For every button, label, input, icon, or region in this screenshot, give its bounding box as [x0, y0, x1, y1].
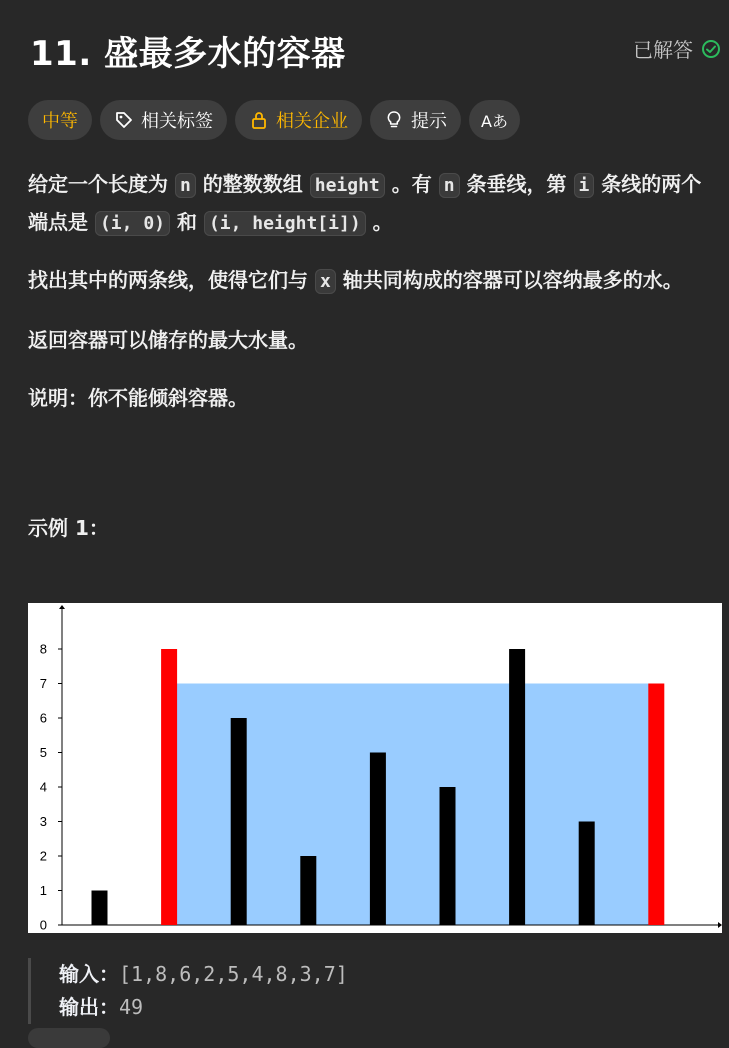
inline-code: n	[175, 173, 196, 198]
tag-bar	[28, 100, 520, 140]
output-value: 49	[119, 995, 144, 1019]
bottom-toolbar-pill[interactable]	[28, 1028, 110, 1048]
hint-label: 提示	[411, 111, 447, 132]
bar	[161, 649, 177, 925]
solved-label: 已解答	[633, 38, 693, 62]
inline-code: (i, 0)	[95, 211, 170, 236]
lock-icon	[249, 110, 269, 130]
difficulty-label: 中等	[42, 111, 78, 132]
output-line	[59, 991, 348, 1024]
y-tick-label: 0	[39, 917, 47, 933]
y-axis-arrow	[59, 605, 65, 609]
description-paragraph-1	[28, 166, 718, 242]
text: 的整数数组	[195, 172, 310, 196]
inline-code: n	[439, 173, 460, 198]
note	[28, 380, 718, 416]
companies-button[interactable]	[235, 100, 362, 140]
example-chart	[28, 603, 722, 933]
example-io-block	[28, 958, 348, 1024]
y-tick-label: 2	[39, 848, 47, 864]
bar	[300, 856, 316, 925]
translate-button[interactable]	[469, 100, 520, 140]
bar	[509, 649, 525, 925]
text: 找出其中的两条线，使得它们与	[28, 268, 315, 292]
text: 和	[170, 210, 204, 234]
text: 轴共同构成的容器可以容纳最多的水。	[335, 268, 683, 292]
x-axis-arrow	[718, 922, 722, 928]
solved-status	[633, 34, 721, 63]
text: 条线的两个端点是	[28, 172, 702, 234]
y-tick-label: 6	[39, 710, 47, 726]
chart-svg	[28, 603, 722, 933]
note-text: 你不能倾斜容器。	[88, 386, 248, 410]
output-label: 输出：	[59, 995, 119, 1019]
description-paragraph-3: 返回容器可以储存的最大水量。	[28, 328, 308, 352]
translate-icon: Aあ	[481, 111, 508, 131]
companies-label: 相关企业	[276, 111, 348, 132]
topics-label: 相关标签	[141, 111, 213, 132]
bar	[648, 684, 664, 926]
bar	[440, 787, 456, 925]
y-tick-label: 1	[39, 883, 47, 898]
input-line	[59, 958, 348, 991]
y-tick-label: 3	[39, 814, 47, 829]
input-value: [1,8,6,2,5,4,8,3,7]	[119, 962, 348, 986]
text: 。有	[384, 172, 439, 196]
topics-button[interactable]	[100, 100, 227, 140]
bar	[92, 891, 108, 926]
hint-button[interactable]	[370, 100, 461, 140]
inline-code: x	[315, 269, 336, 294]
y-tick-label: 5	[39, 745, 47, 760]
y-tick-label: 8	[39, 641, 47, 657]
y-tick-label: 4	[39, 779, 47, 795]
bar	[231, 718, 247, 925]
description-paragraph-2	[28, 262, 718, 300]
inline-code: i	[574, 173, 595, 198]
input-label: 输入：	[59, 962, 119, 986]
lightbulb-icon	[384, 110, 404, 130]
y-tick-label: 7	[39, 676, 47, 691]
inline-code: height	[310, 173, 385, 198]
note-label: 说明：	[28, 386, 88, 410]
bar	[579, 822, 595, 926]
text: 给定一个长度为	[28, 172, 175, 196]
text: 条垂线，第	[459, 172, 574, 196]
bar	[370, 753, 386, 926]
check-circle-icon	[701, 39, 721, 59]
problem-title: 11. 盛最多水的容器	[30, 34, 346, 74]
text: 。	[365, 210, 393, 234]
difficulty-badge[interactable]	[28, 100, 92, 140]
problem-description	[28, 166, 718, 546]
tag-icon	[114, 110, 134, 130]
inline-code: (i, height[i])	[204, 211, 366, 236]
example-heading: 示例 1：	[28, 516, 109, 540]
